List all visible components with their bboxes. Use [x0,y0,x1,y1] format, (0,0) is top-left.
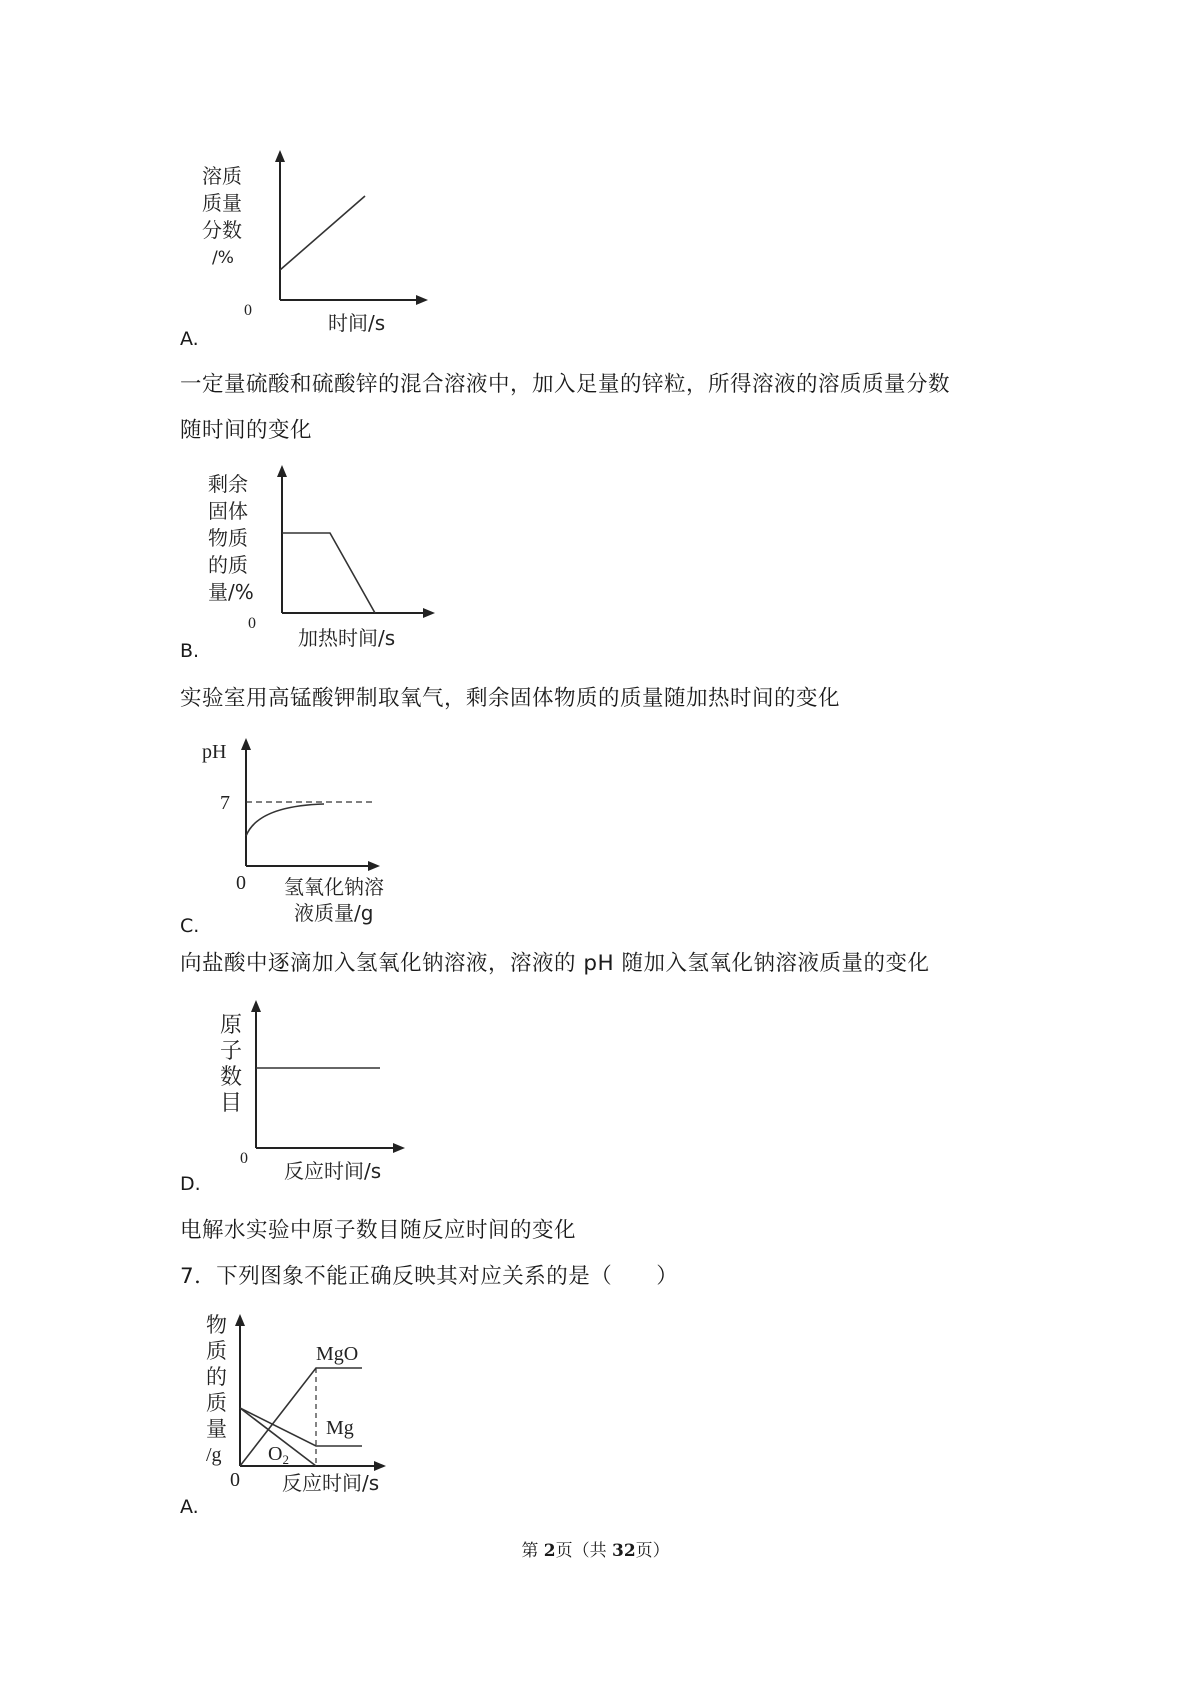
option-q7a-label: A. [180,1496,199,1518]
figure-b-ylabel-1: 剩余 [208,472,248,496]
question-7 [180,1254,678,1300]
option-b-label: B. [180,640,200,662]
figure-b-ylabel-5: 量/% [208,580,254,604]
figure-b-ylabel-4: 的质 [208,553,248,577]
page-footer [0,1536,1191,1561]
figure-d-xlabel: 反应时间/s [284,1159,382,1183]
option-a-label: A. [180,328,199,350]
figure-a-xlabel: 时间/s [328,311,386,335]
figure-a-graph [200,150,430,350]
figure-c-curve [246,804,324,836]
figure-b-curve [282,533,375,613]
figure-q7a-xlabel: 反应时间/s [282,1471,380,1495]
figure-d-origin: 0 [240,1150,248,1167]
figure-d-graph [200,1000,430,1200]
figure-q7a-ylabel-6: /g [206,1444,222,1466]
figure-a-ylabel-1: 溶质 [202,164,242,188]
option-a-description-line2: 随时间的变化 [180,418,313,443]
figure-q7a [200,1300,430,1525]
option-b-description: 实验室用高锰酸钾制取氧气，剩余固体物质的质量随加热时间的变化 [180,686,841,711]
figure-q7a-ylabel-5: 量 [206,1417,227,1441]
figure-c-xlabel-2: 液质量/g [294,901,374,925]
figure-q7a-label-mgo: MgO [316,1343,359,1365]
figure-c [200,738,430,938]
figure-a-origin: 0 [244,302,252,319]
figure-q7a-label-o2: $O_2$ [268,1443,289,1467]
figure-b-origin: 0 [248,615,256,632]
figure-b-graph [200,465,440,665]
figure-b [200,465,440,665]
figure-a-ylabel-3: 分数 [202,218,242,242]
figure-d-ylabel-1: 原 [220,1013,243,1038]
figure-q7a-origin: 0 [230,1469,240,1491]
figure-d-ylabel-4: 目 [220,1091,243,1116]
footer-middle: 页（共 [555,1541,612,1561]
figure-c-ylabel: pH [202,741,227,763]
figure-q7a-ylabel-4: 质 [206,1391,227,1415]
figure-q7a-ylabel-3: 的 [206,1365,227,1389]
figure-q7a-ylabel-2: 质 [206,1339,227,1363]
footer-page-number: 2 [543,1541,556,1561]
figure-c-ytick-7: 7 [220,792,230,814]
question-7-number: 7． [180,1264,217,1289]
figure-c-origin: 0 [236,872,246,894]
figure-q7a-graph [200,1300,430,1525]
figure-a-ylabel-4: /% [212,248,234,268]
option-d-label: D. [180,1173,201,1195]
figure-b-ylabel-3: 物质 [208,526,248,550]
figure-q7a-label-mg: Mg [326,1417,354,1439]
figure-a-ylabel-2: 质量 [202,191,242,215]
option-a-description-line1: 一定量硫酸和硫酸锌的混合溶液中，加入足量的锌粒，所得溶液的溶质质量分数 [180,372,951,397]
figure-d [200,1000,430,1200]
figure-c-xlabel-1: 氢氧化钠溶 [284,875,384,899]
footer-total-pages: 32 [611,1541,636,1561]
figure-a-curve [280,196,365,270]
footer-prefix: 第 [521,1541,544,1561]
figure-d-ylabel-3: 数 [220,1065,243,1090]
figure-d-ylabel-2: 子 [220,1039,243,1064]
option-d-description: 电解水实验中原子数目随反应时间的变化 [180,1218,577,1243]
figure-b-xlabel: 加热时间/s [298,626,396,650]
option-c-label: C. [180,915,200,937]
figure-a [200,150,430,350]
figure-q7a-ylabel-1: 物 [206,1313,227,1337]
footer-suffix: 页） [635,1541,670,1561]
figure-b-ylabel-2: 固体 [208,499,248,523]
figure-c-graph [200,738,430,938]
question-7-text: 下列图象不能正确反映其对应关系的是（ ） [216,1264,679,1289]
option-c-description: 向盐酸中逐滴加入氢氧化钠溶液，溶液的 pH 随加入氢氧化钠溶液质量的变化 [180,951,930,976]
